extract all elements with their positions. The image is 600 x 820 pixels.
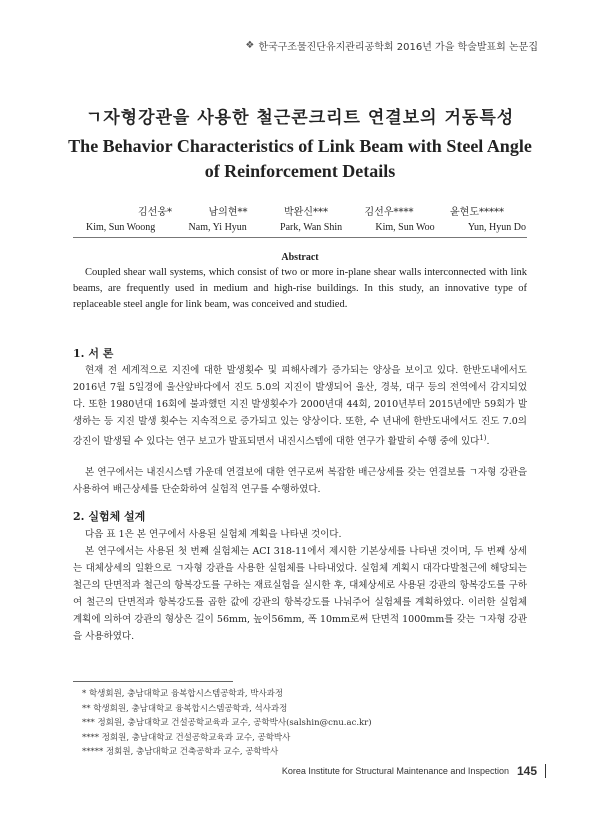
author-ko: 김선웅*	[138, 207, 172, 218]
section-heading-introduction: 1. 서 론	[73, 347, 114, 360]
divider	[73, 237, 527, 238]
abstract-text: Coupled shear wall systems, which consist of two or more in-plane shear walls interconnected with link beams, are frequently used in medium and high-rise buildings. In this study, an innovative type of replaceable steel angle for link beam, was conceived and studied.	[73, 267, 527, 310]
journal-name: 한국구조물진단유지관리공학회 2016년 가을 학술발표회 논문집	[258, 42, 538, 53]
author-en: Yun, Hyun Do	[467, 222, 526, 233]
authors-english	[86, 222, 526, 233]
design-paragraph-1: 다음 표 1은 본 연구에서 사용된 실험체 계획을 나타낸 것이다.	[85, 529, 342, 540]
author-en: Kim, Sun Woo	[375, 222, 435, 233]
journal-logo-icon: ❖	[245, 40, 255, 51]
title-korean: ㄱ자형강관을 사용한 철근콘크리트 연결보의 거동특성	[85, 108, 515, 128]
footnotes	[82, 687, 372, 760]
authors-korean	[86, 203, 526, 218]
footnote-divider	[73, 681, 233, 682]
footer-bar	[545, 764, 546, 778]
footnote: * 학생회원, 충남대학교 융복합시스템공학과, 박사과정	[82, 689, 284, 699]
footnote: *** 정회원, 충남대학교 건설공학교육과 교수, 공학박사(salshin@cnu.ac.kr)	[82, 718, 372, 728]
intro-paragraph-1	[73, 362, 527, 450]
page-footer	[282, 764, 546, 778]
section-heading-specimen-design: 2. 실험체 설계	[73, 510, 146, 523]
author-block	[86, 203, 526, 233]
author-en: Kim, Sun Woong	[86, 222, 156, 233]
institute-name: Korea Institute for Structural Maintenance and Inspection	[281, 766, 509, 776]
author-en: Park, Wan Shin	[280, 222, 343, 233]
design-paragraph-2: 본 연구에서는 사용된 첫 번째 실험체는 ACI 318-11에서 제시한 기본상세를 나타낸 것이며, 두 번째 상세는 대체상세의 일환으로 ㄱ자형 강관을 사용한 실험체를 나타내었다. 실험체 계획시 대각다발철근에 해당되는 철근의 단면적과 철근의 항복강도를 구하는 재료실험을 실시한 후, 대체상세로 사용된 강관의 항복강도를 구하여 철근의 단면적과 항복강도를 곱한 값에 강관의 항복강도를 나눠주어 실험체를 계획하였다. 이러한 실험체 계획에 의하여 강관의 형상은 길이 56mm, 높이56mm, 폭 10mm로써 단면적 1000mm를 갖는 ㄱ자형 강관을 사용하였다.	[73, 546, 527, 642]
author-ko: 김선우****	[364, 207, 414, 218]
intro-paragraph-2: 본 연구에서는 내진시스템 가운데 연결보에 대한 연구로써 복잡한 배근상세를 갖는 연결보를 ㄱ자형 강관을 사용하여 배근상세를 단순화하여 실험적 연구를 수행하였다.	[73, 467, 527, 495]
reference-marker: 1)	[479, 434, 487, 442]
footnote: ** 학생회원, 충남대학교 융복합시스템공학과, 석사과정	[82, 703, 288, 714]
author-en: Nam, Yi Hyun	[188, 222, 247, 233]
footnote: ***** 정회원, 충남대학교 건축공학과 교수, 공학박사	[82, 747, 279, 757]
author-ko: 남의현**	[208, 207, 248, 218]
intro-text: 현재 전 세계적으로 지진에 대한 발생횟수 및 피해사례가 증가되는 양상을 보이고 있다. 한반도내에서도 2016년 7월 5일경에 울산앞바다에서 진도 5.0의 지진이 발생되어 울산, 경북, 대구 등의 전역에서 감지되었다. 또한 1980년대 16회에 불과했던 지진 발생횟수가 2000년대 44회, 2010년부터 2015년에만 59회가 발생하는 등 지진 발생 횟수는 지속적으로 증가되고 있는 양상이다. 또한, 수 년내에 한반도내에서도 진도 7.0의 강진이 발생될 수 있다는 연구 보고가 발표되면서 내진시스템에 대한 연구가 활발히 수행 중에 있다	[73, 365, 527, 448]
sentence-end: .	[486, 436, 490, 448]
page-number: 145	[516, 764, 537, 778]
running-header	[245, 38, 538, 53]
abstract-heading: Abstract	[281, 252, 319, 263]
author-ko: 윤현도*****	[450, 207, 504, 218]
author-ko: 박완신***	[284, 207, 328, 218]
title-english: The Behavior Characteristics of Link Beam with Steel Angle of Reinforcement Details	[68, 136, 532, 181]
footnote: **** 정회원, 충남대학교 건설공학교육과 교수, 공학박사	[82, 732, 291, 743]
